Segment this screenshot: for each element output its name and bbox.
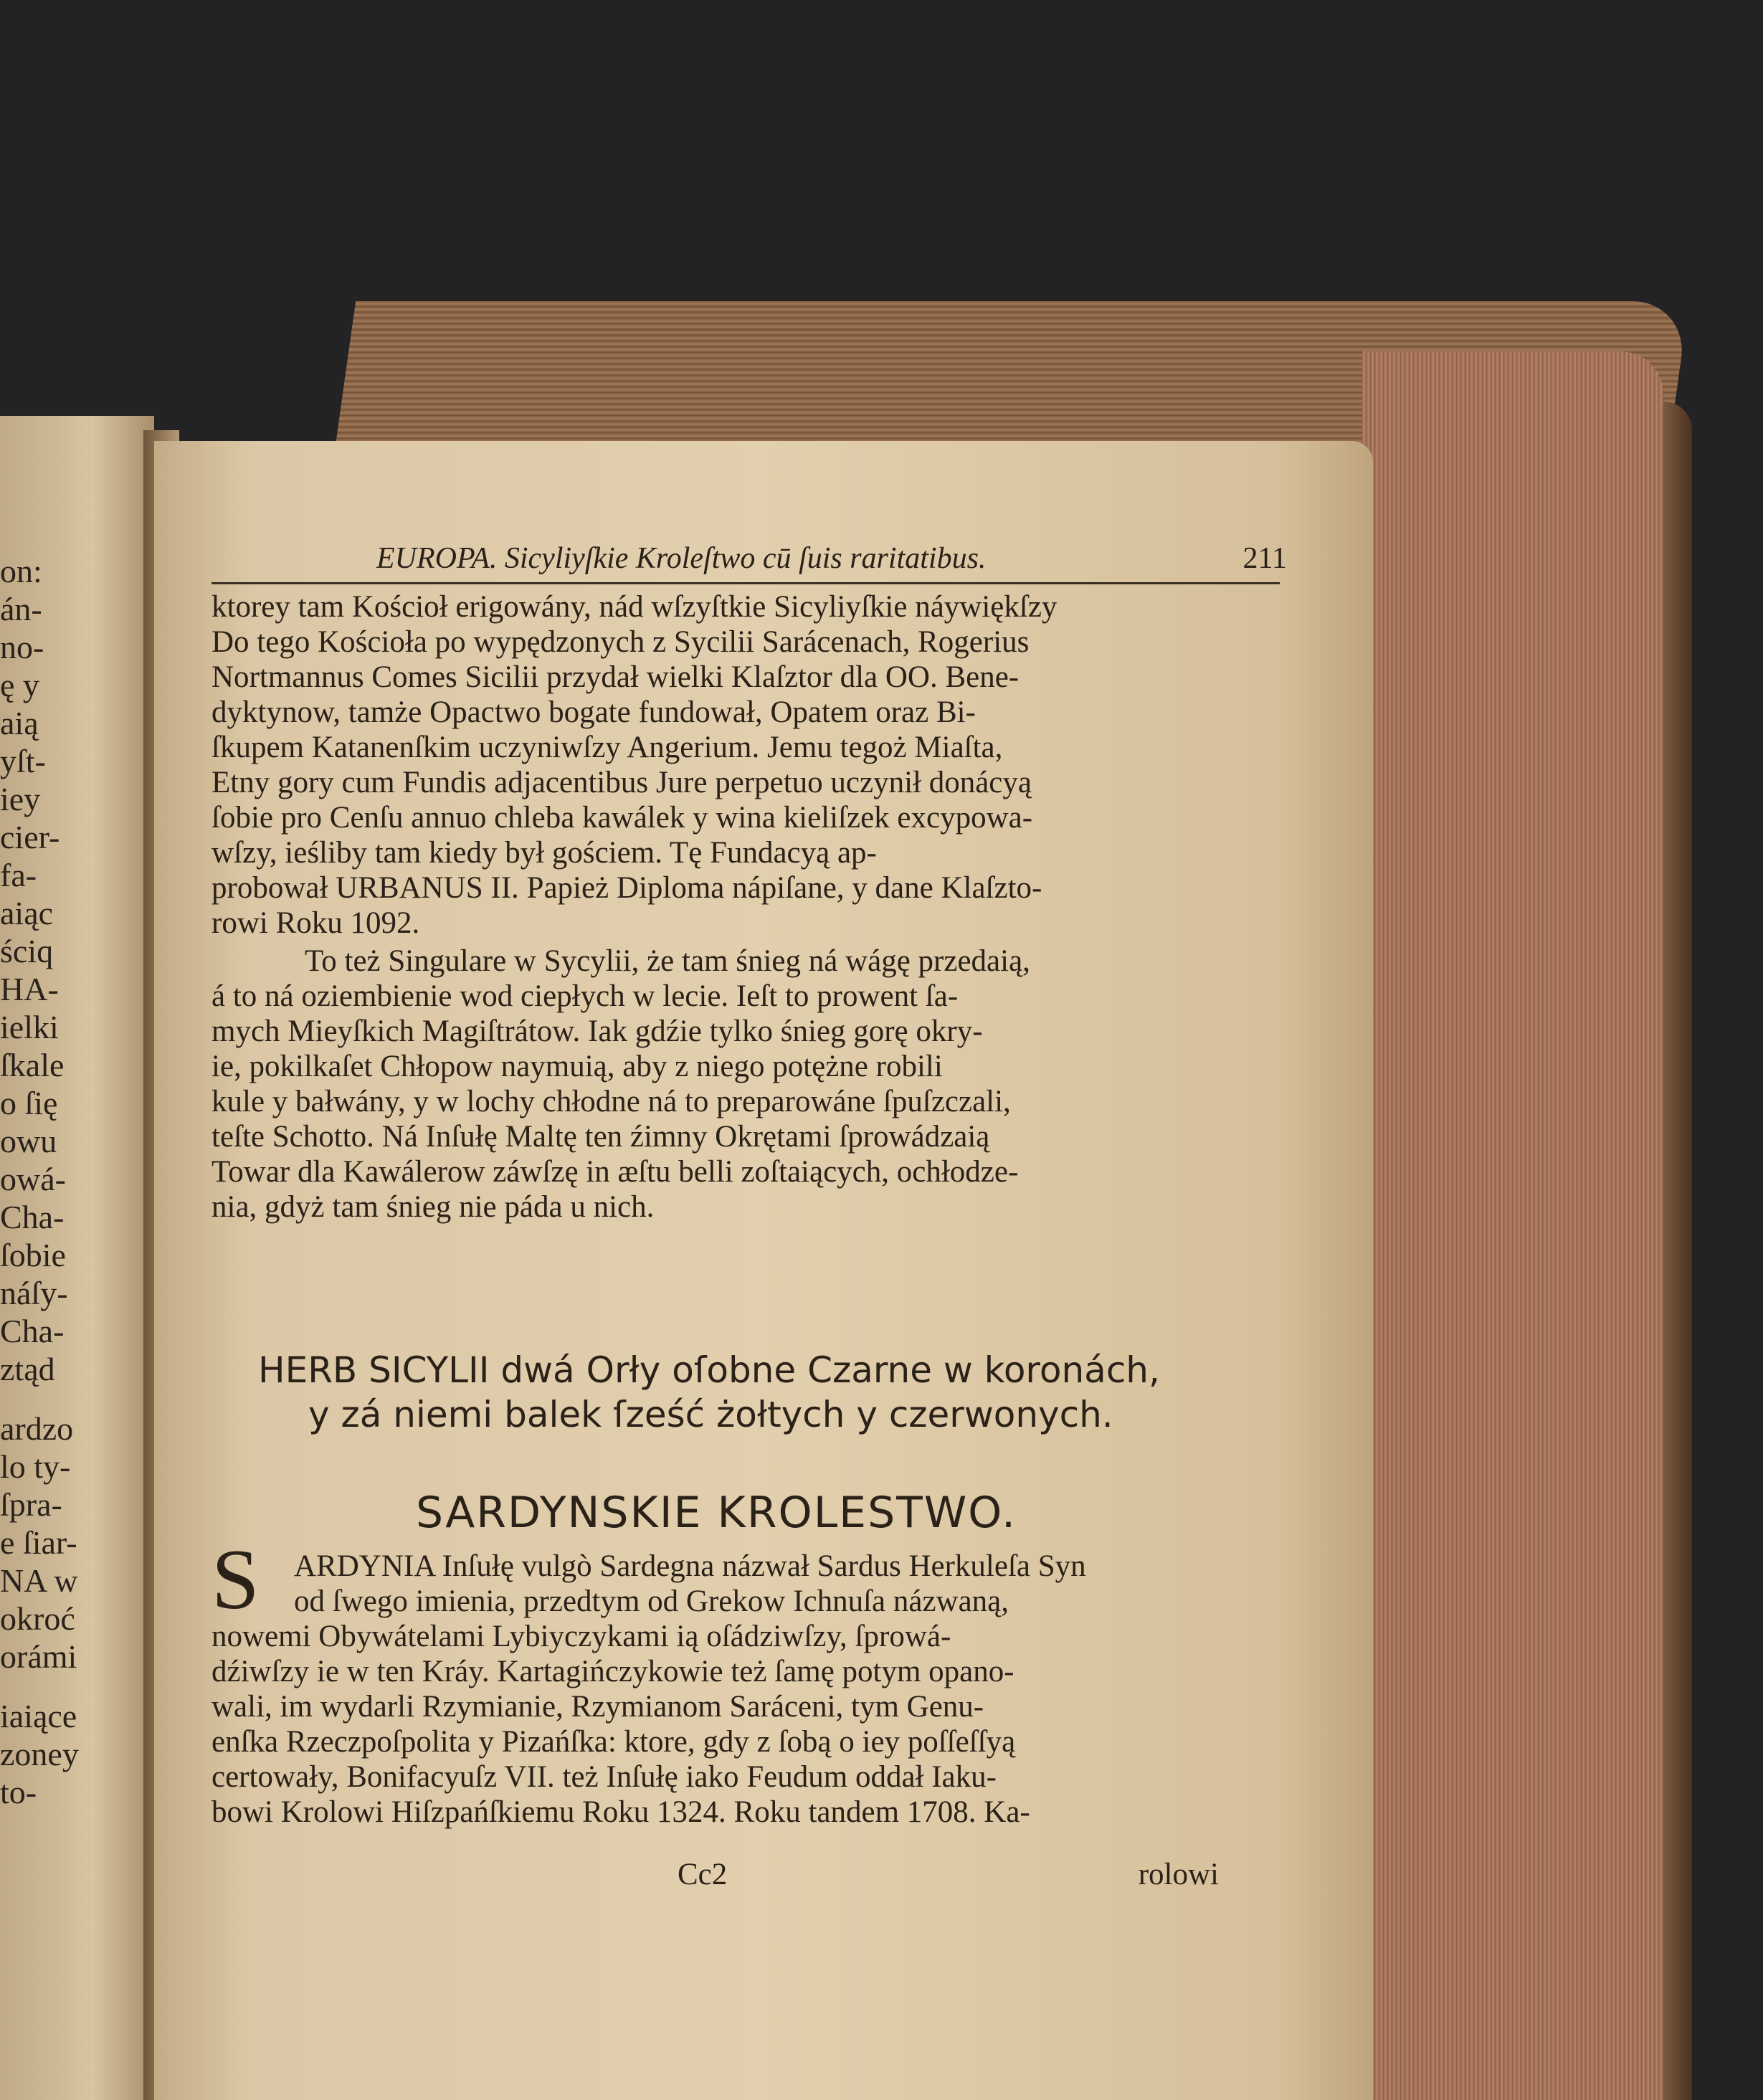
running-head (212, 541, 1287, 584)
paragraph-1 (212, 589, 1280, 1225)
left-page-fragment: on: (0, 553, 42, 589)
text-line: ſkupem Katanenſkim uczyniwſzy Angerium. Jemu tegoż Miaſta, (212, 731, 1003, 764)
text-line: wſzy, ieśliby tam kiedy był gościem. Tę Fundacyą ap- (212, 836, 877, 870)
book-fore-edge (1362, 351, 1663, 2100)
left-page-fragment: ielki (0, 1009, 59, 1045)
signature-mark: Cc2 (678, 1858, 728, 1891)
left-page-fragment: okroć (0, 1600, 75, 1637)
text-line: probował URBANUS II. Papież Diploma nápiſane, y dane Klaſzto- (212, 871, 1042, 905)
left-page-fragment: yſt- (0, 743, 46, 779)
text-line: kule y bałwány, y w lochy chłodne ná to preparowáne ſpuſzczali, (212, 1085, 1011, 1118)
left-page-fragment: aią (0, 705, 39, 741)
text-line: Nortmannus Comes Sicilii przydał wielki Klaſztor dla OO. Bene- (212, 660, 1020, 694)
paragraph-2 (212, 944, 1280, 1225)
text-line: certowały, Bonifacyuſz VII. też Inſułę iako Feudum oddał Iaku- (212, 1760, 997, 1794)
coat-of-arms-heading-line-1: HERB SICYLII dwá Orły oſobne Czarne w koronách, (258, 1349, 1160, 1391)
left-page-fragment: ſkale (0, 1047, 65, 1083)
left-page-fragment: ſpra- (0, 1486, 62, 1523)
left-page-fragment: iaiące (0, 1698, 77, 1734)
left-page-fragment: ſobie (0, 1237, 66, 1273)
text-line: Do tego Kościoła po wypędzonych z Sycilii Sarácenach, Rogerius (212, 625, 1030, 659)
text-line: nia, gdyż tam śnieg nie páda u nich. (212, 1190, 655, 1224)
left-page-fragment: e ſiar- (0, 1524, 77, 1561)
coat-of-arms-heading (258, 1348, 1276, 1437)
text-line: od ſwego imienia, przedtym od Grekow Ichnuſa názwaną, (294, 1584, 1009, 1618)
text-line: Towar dla Kawálerow záwſzę in æſtu belli zoſtaiących, ochłodze- (212, 1155, 1019, 1189)
left-page-fragment: owá- (0, 1161, 66, 1197)
text-line: bowi Krolowi Hiſzpańſkiemu Roku 1324. Roku tandem 1708. Ka- (212, 1795, 1030, 1829)
left-page-fragment: iey (0, 781, 41, 817)
page-number: 211 (1242, 542, 1287, 575)
text-line: enſka Rzeczpoſpolita y Pizańſka: ktore, gdy z ſobą o iey poſſeſſyą (212, 1725, 1016, 1759)
left-page (0, 416, 154, 2100)
text-line: mych Mieyſkich Magiſtrátow. Iak gdźie tylko śnieg gorę okry- (212, 1015, 983, 1048)
left-page-fragment: ę y (0, 667, 39, 703)
text-line: dyktynow, tamże Opactwo bogate fundował, Opatem oraz Bi- (212, 695, 976, 729)
left-page-fragment: án- (0, 591, 42, 627)
left-page-fragment: owu (0, 1123, 57, 1159)
text-line: dźiwſzy ie w ten Kráy. Kartagińczykowie też ſamę potym opano- (212, 1655, 1014, 1688)
text-line: ktorey tam Kościoł erigowány, nád wſzyſtkie Sicyliyſkie náywiękſzy (212, 590, 1058, 624)
paragraph-sardinia (212, 1549, 1280, 1830)
left-page-fragment: lo ty- (0, 1448, 71, 1485)
text-line: To też Singulare w Sycylii, że tam śnieg ná wágę przedaią, (305, 944, 1030, 978)
section-heading-sardinia: SARDYNSKIE KROLESTWO. (416, 1488, 1017, 1538)
text-line: nowemi Obywátelami Lybiyczykami ią oſádziwſzy, ſprowá- (212, 1620, 951, 1653)
left-page-fragment: ztąd (0, 1351, 55, 1387)
text-line: rowi Roku 1092. (212, 906, 420, 940)
left-page-fragment: to- (0, 1774, 37, 1810)
left-page-fragment: NA w (0, 1562, 78, 1599)
text-line: teſte Schotto. Ná Inſułę Maltę ten źimny Okrętami ſprowádzaią (212, 1120, 990, 1154)
coat-of-arms-heading-line-2: y zá niemi balek ſześć żołtych y czerwonych. (308, 1394, 1113, 1435)
text-line: ARDYNIA Inſułę vulgò Sardegna názwał Sardus Herkuleſa Syn (294, 1549, 1086, 1583)
left-page-fragment: aiąc (0, 895, 54, 931)
text-line: wali, im wydarli Rzymianie, Rzymianom Saráceni, tym Genu- (212, 1690, 984, 1724)
left-page-fragment: zoney (0, 1736, 79, 1772)
left-page-fragment: no- (0, 629, 44, 665)
left-page-fragment: orámi (0, 1638, 77, 1675)
text-line: ie, pokilkaſet Chłopow naymuią, aby z niego potężne robili (212, 1050, 943, 1083)
left-page-fragment: o ſię (0, 1085, 58, 1121)
text-line: á to ná oziembienie wod ciepłych w lecie. Ieſt to prowent ſa- (212, 979, 959, 1013)
left-page-fragment: Cha- (0, 1199, 65, 1235)
left-page-fragment: fa- (0, 857, 37, 893)
running-head-title: EUROPA. Sicyliyſkie Kroleſtwo cū ſuis raritatibus. (376, 542, 987, 575)
left-page-fragment: HA- (0, 971, 59, 1007)
header-rule (212, 582, 1280, 584)
left-page-fragment: ściq (0, 933, 54, 969)
text-line: ſobie pro Cenſu annuo chleba kawálek y wina kieliſzek excypowa- (212, 801, 1033, 835)
text-line: Etny gory cum Fundis adjacentibus Jure perpetuo uczynił donácyą (212, 766, 1032, 799)
left-page-fragment: ardzo (0, 1410, 74, 1447)
left-page-fragment: Cha- (0, 1313, 65, 1349)
left-page-fragment: cier- (0, 819, 60, 855)
page-footer (212, 1857, 1280, 1892)
catchword: rolowi (1138, 1858, 1219, 1891)
left-page-fragment: náſy- (0, 1275, 68, 1311)
drop-cap: S (212, 1531, 260, 1627)
